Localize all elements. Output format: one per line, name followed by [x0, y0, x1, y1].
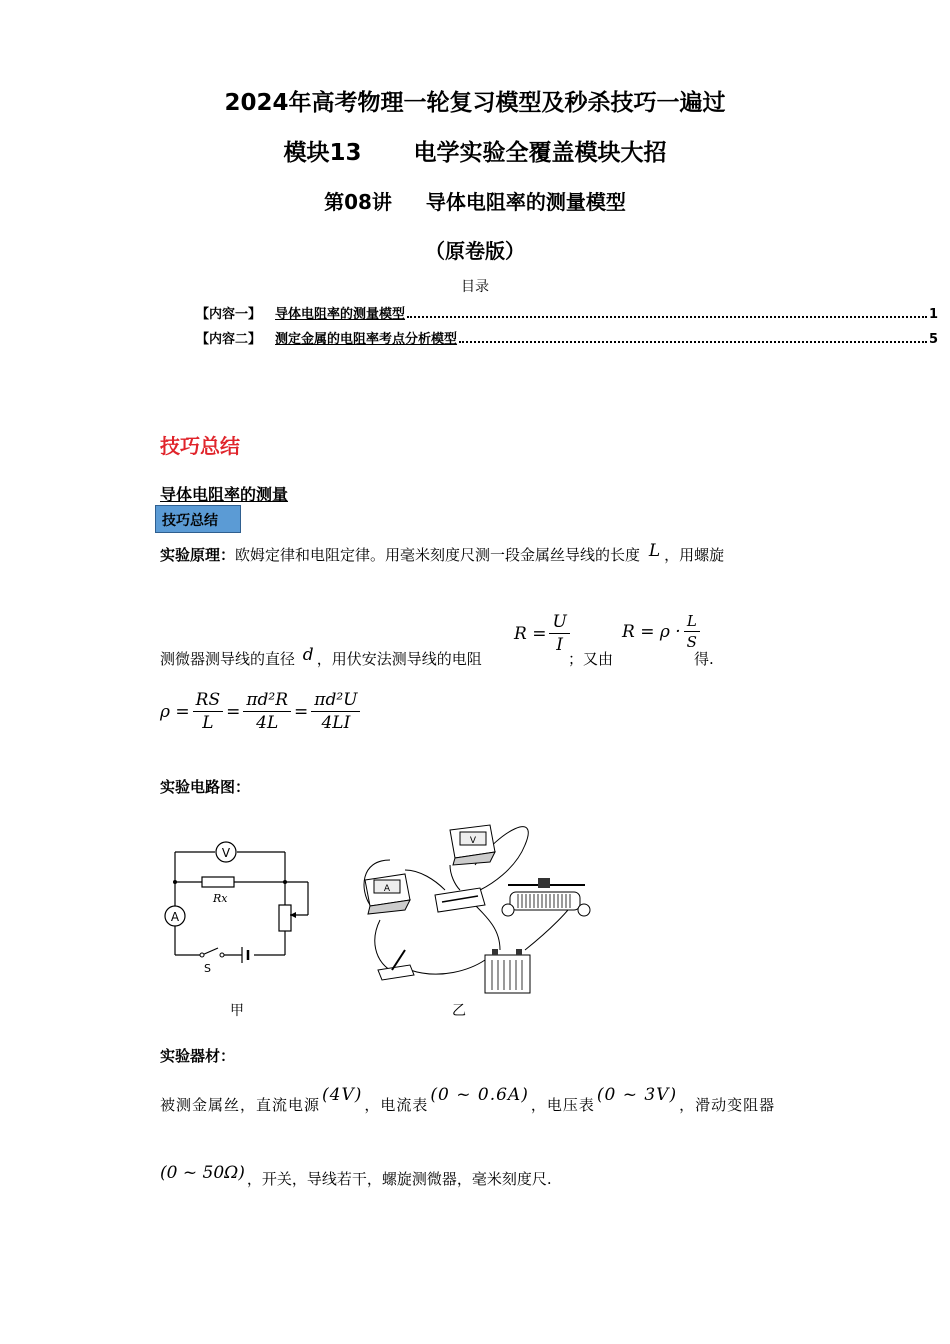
resistor-label: Rx: [213, 892, 228, 905]
fraction-denominator: 4LI: [321, 713, 351, 734]
equipment-text: 被测金属丝，直流电源: [160, 1096, 321, 1114]
power-source-spec: (4V): [322, 1085, 363, 1105]
principle-text: ；又由: [568, 650, 614, 668]
fraction: [684, 612, 700, 651]
equipment-line-2: [160, 1163, 552, 1189]
equipment-line-1: [160, 1085, 776, 1115]
formula-lhs: ρ =: [160, 701, 190, 722]
toc-leader-dots: [459, 341, 927, 343]
toc-item-label: 【内容一】: [196, 307, 262, 322]
toc-item-link[interactable]: 导体电阻率的测量模型: [275, 307, 406, 322]
rheostat-range-spec: (0 ~ 50Ω): [160, 1163, 245, 1183]
toc-heading: 目录: [461, 279, 489, 295]
equipment-text: ，滑动变阻器: [679, 1096, 776, 1114]
principle-text: ，用伏安法测导线的电阻: [316, 650, 482, 668]
equipment-text: ，电流表: [364, 1096, 429, 1114]
ammeter-label: A: [170, 910, 180, 924]
formula-resistivity: [160, 690, 363, 734]
ammeter-device-label: A: [383, 884, 391, 894]
battery-device: [485, 949, 530, 993]
toc-leader-dots: [407, 316, 927, 318]
ammeter-range-spec: (0 ~ 0.6A): [430, 1085, 529, 1105]
lecture-name: 导体电阻率的测量模型: [425, 190, 626, 214]
fraction-denominator: S: [686, 633, 697, 651]
fraction-numerator: RS: [193, 690, 223, 712]
circuit-label: 实验电路图：: [160, 778, 251, 796]
fraction-denominator: 4L: [256, 713, 279, 734]
fraction: [243, 690, 291, 734]
voltmeter-device-label: V: [469, 836, 477, 846]
toc-item-label: 【内容二】: [196, 332, 262, 347]
apparatus-illustration: [350, 810, 610, 1000]
fraction: [193, 690, 223, 734]
lecture-title: [0, 186, 950, 215]
fraction-numerator: U: [549, 612, 569, 634]
switch-label: S: [204, 962, 211, 975]
equipment-text: ，电压表: [530, 1096, 595, 1114]
figure-caption-left: 甲: [230, 1003, 244, 1019]
formula-lhs: R = ρ ·: [622, 621, 681, 642]
ammeter-device: [365, 874, 410, 914]
section-heading: 技巧总结: [160, 434, 240, 458]
equals-sign: =: [226, 701, 241, 722]
equipment-label: 实验器材：: [160, 1047, 236, 1065]
subsection-heading: 导体电阻率的测量: [160, 485, 289, 504]
voltmeter-label: V: [221, 846, 231, 860]
equals-sign: =: [294, 701, 309, 722]
principle-line-2: [160, 645, 482, 669]
voltmeter-device: [450, 825, 495, 865]
toc-item-link[interactable]: 测定金属的电阻率考点分析模型: [275, 332, 458, 347]
toc-item-page: 5: [928, 332, 938, 347]
figure-caption-right: 乙: [452, 1003, 466, 1019]
principle-label: 实验原理：: [160, 546, 236, 564]
fraction: [311, 690, 360, 734]
edition-label: （原卷版）: [425, 239, 525, 263]
module-number: 模块13: [283, 140, 362, 166]
ammeter-symbol: [165, 906, 185, 926]
fraction-numerator: πd²R: [243, 690, 291, 712]
formula-lhs: R =: [514, 623, 547, 644]
fraction-denominator: I: [556, 635, 563, 656]
principle-text: 测微器测导线的直径: [160, 650, 296, 668]
module-title: [0, 134, 950, 167]
equipment-text: ，开关，导线若干，螺旋测微器，毫米刻度尺.: [246, 1170, 552, 1188]
toc-item[interactable]: [196, 328, 938, 347]
var-L: L: [648, 541, 661, 561]
formula-resistance-law: [622, 612, 703, 651]
fraction-numerator: L: [684, 612, 700, 632]
rheostat-device: [502, 878, 590, 916]
principle-text: 欧姆定律和电阻定律。用毫米刻度尺测一段金属丝导线的长度: [235, 546, 641, 564]
module-name: 电学实验全覆盖模块大招: [413, 140, 667, 166]
fraction-denominator: L: [202, 713, 214, 734]
principle-text: 得.: [694, 650, 714, 668]
fraction-numerator: πd²U: [311, 690, 360, 712]
document-title: 2024年高考物理一轮复习模型及秒杀技巧一遍过: [224, 90, 726, 116]
toc-item[interactable]: [196, 303, 938, 322]
voltmeter-symbol: [216, 842, 236, 862]
formula-ohm: [514, 612, 573, 656]
wire-board: [435, 888, 485, 912]
toc-item-page: 1: [928, 307, 938, 322]
principle-line-1: [160, 541, 725, 565]
fraction: [549, 612, 569, 656]
var-d: d: [302, 645, 314, 665]
tip-box-label: 技巧总结: [155, 505, 241, 533]
circuit-diagram: [160, 830, 330, 980]
principle-text: ，用螺旋: [664, 546, 725, 564]
voltmeter-range-spec: (0 ~ 3V): [596, 1085, 678, 1105]
lecture-number: 第08讲: [324, 190, 392, 214]
